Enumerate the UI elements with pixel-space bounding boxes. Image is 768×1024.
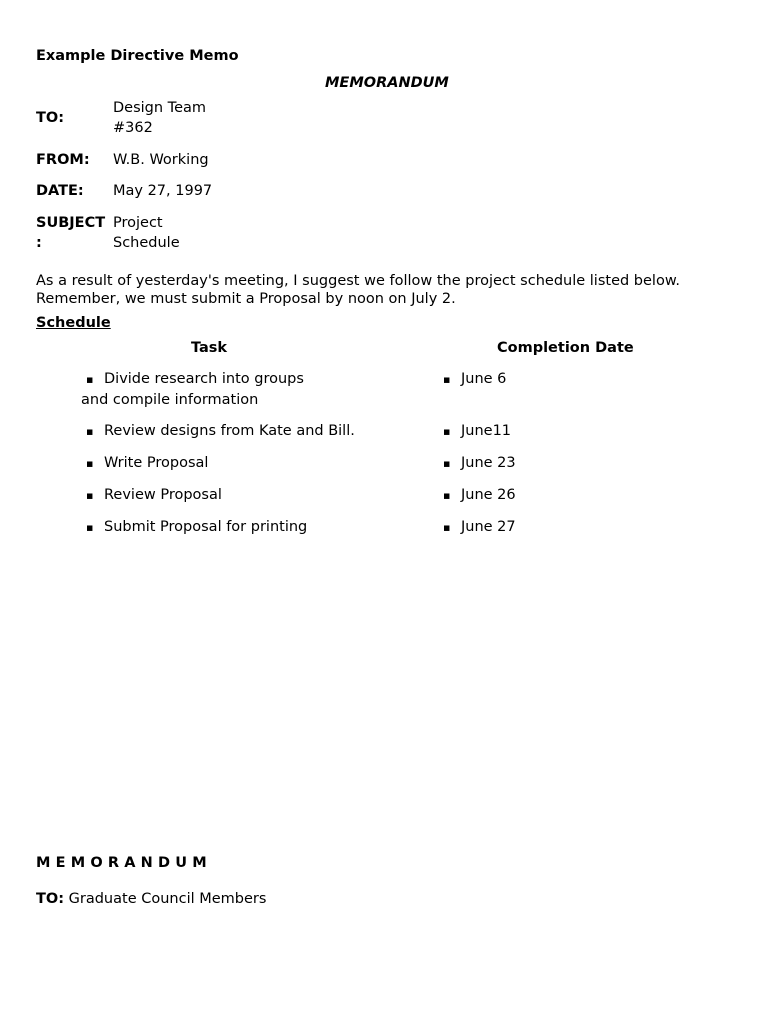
date-label: DATE: — [36, 183, 84, 199]
task-text: Write Proposal — [104, 455, 209, 471]
to-label: TO: — [36, 110, 65, 126]
date-item — [443, 369, 506, 390]
second-memo-to-label: TO: — [36, 891, 65, 907]
memo-heading: MEMORANDUM — [325, 75, 449, 91]
body-line-1: As a result of yesterday's meeting, I suggest we follow the project schedule listed below. — [36, 273, 680, 289]
date-text: June 26 — [461, 487, 516, 503]
task-item — [86, 485, 222, 506]
document-title: Example Directive Memo — [36, 48, 239, 64]
task-text: Review designs from Kate and Bill. — [104, 423, 355, 439]
task-column-header: Task — [191, 340, 228, 356]
bullet-icon: ▪ — [443, 457, 451, 470]
subject-label-line1: SUBJECT — [36, 215, 106, 231]
task-item — [86, 453, 208, 474]
task-text: Review Proposal — [104, 487, 222, 503]
date-item — [443, 517, 516, 538]
body-line-2: Remember, we must submit a Proposal by noon on July 2. — [36, 291, 456, 307]
second-memo-to-value: Graduate Council Members — [68, 891, 267, 907]
task-item — [86, 421, 355, 442]
bullet-icon: ▪ — [443, 489, 451, 502]
bullet-icon: ▪ — [86, 373, 94, 386]
task-text: Divide research into groups — [104, 371, 304, 387]
date-item — [443, 421, 511, 442]
bullet-icon: ▪ — [86, 425, 94, 438]
subject-label-line2: : — [36, 235, 42, 251]
task-item — [86, 517, 307, 538]
date-text: June11 — [461, 423, 512, 439]
date-item — [443, 453, 516, 474]
from-label: FROM: — [36, 152, 90, 168]
bullet-icon: ▪ — [86, 521, 94, 534]
subject-value-line1: Project — [113, 215, 163, 231]
from-value: W.B. Working — [113, 152, 209, 168]
task-item — [86, 369, 304, 390]
date-value: May 27, 1997 — [113, 183, 213, 199]
bullet-icon: ▪ — [443, 521, 451, 534]
date-text: June 27 — [461, 519, 516, 535]
schedule-title: Schedule — [36, 315, 111, 331]
task-text-continued: and compile information — [81, 392, 259, 408]
bullet-icon: ▪ — [86, 489, 94, 502]
bullet-icon: ▪ — [86, 457, 94, 470]
second-memo-to — [36, 889, 266, 909]
task-text: Submit Proposal for printing — [104, 519, 308, 535]
date-text: June 6 — [461, 371, 507, 387]
to-value-line1: Design Team — [113, 100, 206, 116]
second-memo-heading: MEMORANDUM — [36, 855, 212, 871]
subject-value-line2: Schedule — [113, 235, 180, 251]
to-value-line2: #362 — [113, 120, 153, 136]
date-text: June 23 — [461, 455, 516, 471]
bullet-icon: ▪ — [443, 425, 451, 438]
date-item — [443, 485, 516, 506]
bullet-icon: ▪ — [443, 373, 451, 386]
completion-date-column-header: Completion Date — [497, 340, 634, 356]
